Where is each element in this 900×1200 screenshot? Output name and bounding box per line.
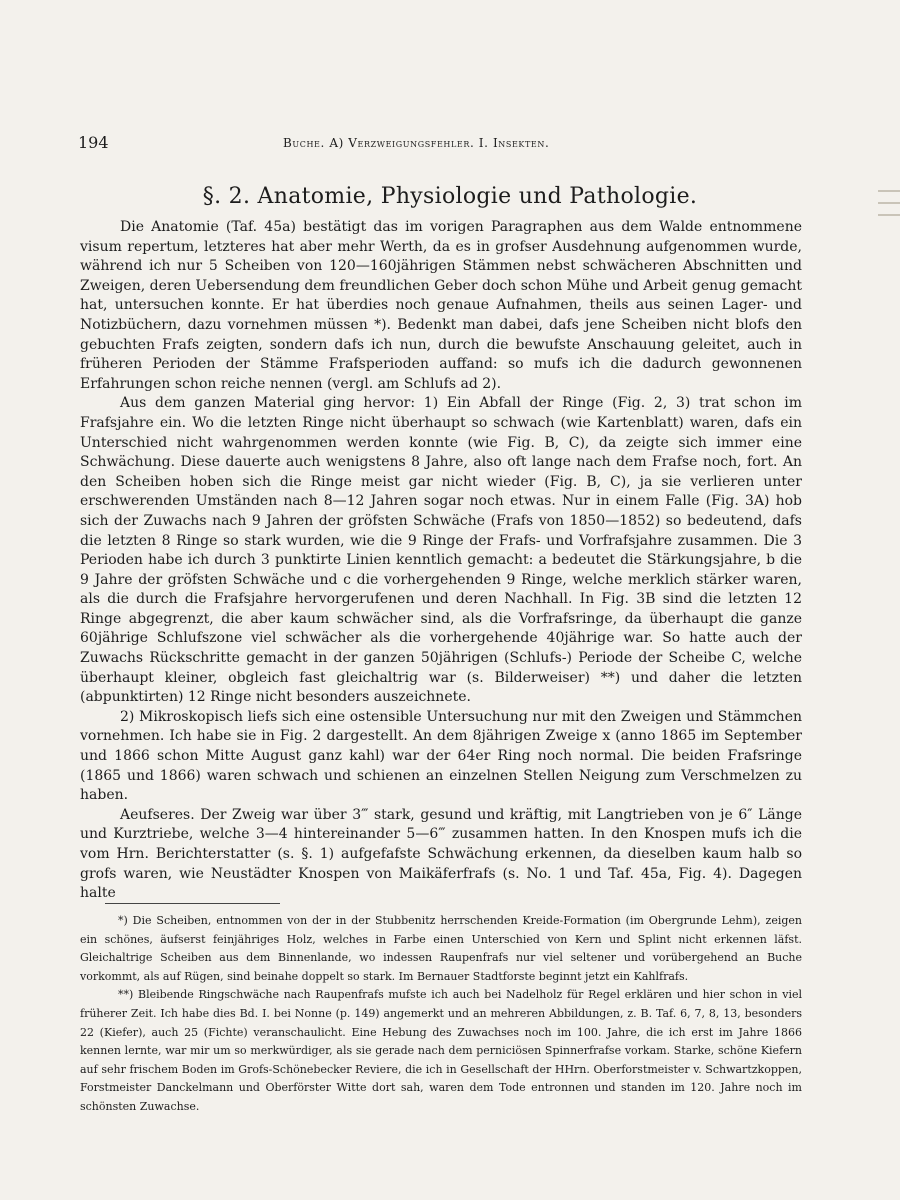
page-number: 194	[78, 133, 109, 152]
running-head: Buche. A) Verzweigungsfehler. I. Insekten.	[283, 136, 550, 150]
paragraph-4: Aeufseres. Der Zweig war über 3‴ stark, gesund und kräftig, mit Langtrieben von je 6″ Länge und Kurztriebe, welche 3—4 hintereinander 5—6‴ zusammen hatten. In den Knospen mufs ich die vom Hrn. Berichterstatter (s. §. 1) aufgefafste Schwächung erkennen, da dieselben kaum halb so grofs waren, wie Neustädter Knospen von Maikäferfrafs (s. No. 1 und Taf. 45a, Fig. 4). Dagegen halte	[80, 806, 802, 902]
footnotes	[80, 912, 802, 1117]
paragraph-3: 2) Mikroskopisch liefs sich eine ostensible Untersuchung nur mit den Zweigen und Stämmchen vornehmen. Ich habe sie in Fig. 2 dargestellt. An dem 8jährigen Zweige x (anno 1865 im September und 1866 schon Mitte August ganz kahl) war der 64er Ring noch normal. Die beiden Frafsringe (1865 und 1866) waren schwach und schienen an einzelnen Stellen Neigung zum Verschmelzen zu haben.	[80, 708, 802, 804]
paragraph-1: Die Anatomie (Taf. 45a) bestätigt das im vorigen Paragraphen aus dem Walde entnommene visum repertum, letzteres hat aber mehr Werth, da es in grofser Ausdehnung aufgenommen wurde, während ich nur 5 Scheiben von 120—160jährigen Stämmen nebst schwächeren Abschnitten und Zweigen, deren Uebersendung dem freundlichen Geber doch schon Mühe und Arbeit genug gemacht hat, untersuchen konnte. Er hat überdies noch genaue Aufnahmen, theils aus seinen Lager- und Notizbüchern, dazu vornehmen müssen *). Bedenkt man dabei, dafs jene Scheiben nicht blofs den gebuchten Frafs zeigten, sondern dafs ich nun, durch die bewufste Anschauung geleitet, auch in früheren Perioden der Stämme Frafsperioden auffand: so mufs ich die dadurch gewonnenen Erfahrungen schon reiche nennen (vergl. am Schlufs ad 2).	[80, 219, 802, 392]
body-text	[80, 218, 802, 904]
footnote-2: **) Bleibende Ringschwäche nach Raupenfrafs mufste ich auch bei Nadelholz für Regel erklären und hier schon in viel früherer Zeit. Ich habe dies Bd. I. bei Nonne (p. 149) angemerkt und an mehreren Abbildungen, z. B. Taf. 6, 7, 8, 13, besonders 22 (Kiefer), auch 25 (Fichte) veranschaulicht. Eine Hebung des Zuwachses noch im 100. Jahre, die ich erst im Jahre 1866 kennen lernte, war mir um so merkwürdiger, als sie gerade nach dem perniciösen Spinnerfrafse vorkam. Starke, schöne Kiefern auf sehr frischem Boden im Grofs-Schönebecker Reviere, die ich in Gesellschaft der HHrn. Oberforstmeister v. Schwartzkoppen, Forstmeister Danckelmann und Oberförster Witte dort sah, waren dem Tode entronnen und standen im 120. Jahre noch im schönsten Zuwachse.	[80, 988, 802, 1113]
footnote-rule	[105, 903, 280, 904]
paragraph-2: Aus dem ganzen Material ging hervor: 1) Ein Abfall der Ringe (Fig. 2, 3) trat schon im Frafsjahre ein. Wo die letzten Ringe nicht überhaupt so schwach (wie Kartenblatt) waren, dafs ein Unterschied nicht wahrgenommen werden konnte (wie Fig. B, C), da zeigte sich immer eine Schwächung. Diese dauerte auch wenigstens 8 Jahre, also oft lange nach dem Frafse noch, fort. An den Scheiben hoben sich die Ringe meist gar nicht wieder (Fig. B, C), ja sie verlieren unter erschwerenden Umständen nach 8—12 Jahren sogar noch etwas. Nur in einem Falle (Fig. 3A) hob sich der Zuwachs nach 9 Jahren der gröfsten Schwäche (Frafs von 1850—1852) so bedeutend, dafs die letzten 8 Ringe so stark wurden, wie die 9 Ringe der Frafs- und Vorfrafsjahre zusammen. Die 3 Perioden habe ich durch 3 punktirte Linien kenntlich gemacht: a bedeutet die Stärkungsjahre, b die 9 Jahre der gröfsten Schwäche und c die vorhergehenden 9 Ringe, welche merklich stärker waren, als die durch die Frafsjahre hervorgerufenen und deren Nachhall. In Fig. 3B sind die letzten 12 Ringe abgegrenzt, die aber kaum schwächer sind, als die Vorfrafsringe, da überhaupt die ganze 60jährige Schlufszone viel schwächer als die vorhergehende 40jährige war. So hatte auch der Zuwachs Rückschritte gemacht in der ganzen 50jährigen (Schlufs-) Periode der Scheibe C, welche überhaupt kleiner, obgleich fast gleichaltrig war (s. Bilderweiser) **) und daher die letzten (abpunktirten) 12 Ringe nicht besonders auszeichnete.	[80, 395, 802, 706]
bleed-through-marks	[870, 180, 900, 240]
footnote-1: *) Die Scheiben, entnommen von der in der Stubbenitz herrschenden Kreide-Formation (im Obergrunde Lehm), zeigen ein schönes, äufserst feinjähriges Holz, welches in Farbe einen Unterschied von Kern und Splint nicht erkennen läfst. Gleichaltrige Scheiben aus dem Binnenlande, wo indessen Raupenfrafs nur viel seltener und vorübergehend an Buche vorkommt, als auf Rügen, sind beinahe doppelt so stark. Im Bernauer Stadtforste beginnt jetzt ein Kahlfrafs.	[80, 914, 802, 983]
page-header	[78, 133, 808, 155]
section-title: §. 2. Anatomie, Physiologie und Pathologie.	[202, 184, 698, 209]
